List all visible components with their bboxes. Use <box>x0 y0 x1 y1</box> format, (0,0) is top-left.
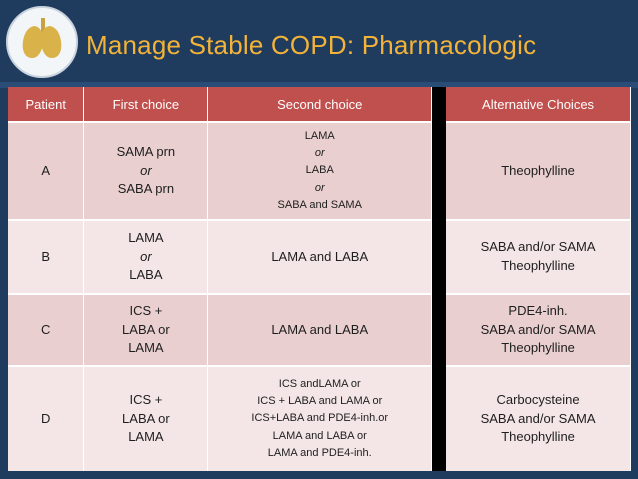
line: Carbocysteine <box>496 391 580 407</box>
column-separator <box>432 366 446 471</box>
line: ICS andLAMA or <box>278 378 361 391</box>
cell-patient: B <box>8 220 84 294</box>
line: LAMA <box>304 130 335 143</box>
line: LABA or <box>122 410 170 426</box>
line: SABA prn <box>117 181 175 197</box>
line: or <box>140 248 152 264</box>
cell-alternative <box>446 366 631 471</box>
line: SAMA prn <box>116 143 176 159</box>
cell-second-choice <box>208 122 432 220</box>
cell-second-choice <box>208 294 432 366</box>
line: Theophylline <box>501 429 575 445</box>
therapy-table <box>8 87 631 471</box>
line: LABA <box>129 267 163 283</box>
line: ICS+LABA and PDE4-inh.or <box>251 412 389 425</box>
line: SABA and/or SAMA <box>480 239 596 255</box>
line: SABA and SAMA <box>277 198 362 211</box>
line: SABA and/or SAMA <box>480 410 596 426</box>
line: LAMA and LABA <box>271 248 369 264</box>
line: LABA <box>305 164 334 177</box>
line: or <box>140 162 152 178</box>
table-row-a <box>8 122 631 220</box>
cell-patient: C <box>8 294 84 366</box>
header-patient: Patient <box>8 87 84 122</box>
table-header-row <box>8 87 631 122</box>
line: Theophylline <box>501 258 575 273</box>
line: LAMA <box>128 429 164 445</box>
line: LAMA and LABA or <box>272 429 367 442</box>
slide-title: Manage Stable COPD: Pharmacologic <box>86 30 537 60</box>
cell-patient: D <box>8 366 84 471</box>
line: ICS + LABA and LAMA or <box>257 395 383 408</box>
column-separator <box>432 294 446 366</box>
column-separator <box>432 122 446 220</box>
line: ICS + <box>129 302 163 318</box>
cell-alternative <box>446 294 631 366</box>
gold-initiative-logo <box>6 6 78 78</box>
line: PDE4-inh. <box>508 302 568 318</box>
cell-second-choice <box>208 220 432 294</box>
header-second-choice: Second choice <box>208 87 432 122</box>
line: or <box>314 147 325 160</box>
line: ICS + <box>129 391 163 407</box>
line: LAMA <box>128 340 164 356</box>
table-row-b <box>8 220 631 294</box>
table-row-c <box>8 294 631 366</box>
cell-first-choice <box>84 122 208 220</box>
cell-second-choice <box>208 366 432 471</box>
header-alternative-choices: Alternative Choices <box>446 87 631 122</box>
cell-first-choice <box>84 294 208 366</box>
line: LABA or <box>122 321 170 337</box>
column-separator <box>432 220 446 294</box>
header-first-choice: First choice <box>84 87 208 122</box>
line: LAMA and LABA <box>271 321 369 337</box>
cell-first-choice <box>84 366 208 471</box>
cell-patient: A <box>8 122 84 220</box>
slide-header <box>0 0 638 88</box>
line: Theophylline <box>501 162 575 178</box>
column-separator <box>432 87 446 122</box>
line: SABA and/or SAMA <box>480 321 596 337</box>
line: LAMA <box>128 229 164 245</box>
right-lung-shape <box>39 25 63 59</box>
cell-alternative <box>446 220 631 294</box>
line: Theophylline <box>501 340 575 356</box>
cell-alternative <box>446 122 631 220</box>
table-row-d <box>8 366 631 471</box>
cell-first-choice <box>84 220 208 294</box>
line: LAMA and PDE4-inh. <box>267 446 372 459</box>
line: or <box>314 181 325 194</box>
